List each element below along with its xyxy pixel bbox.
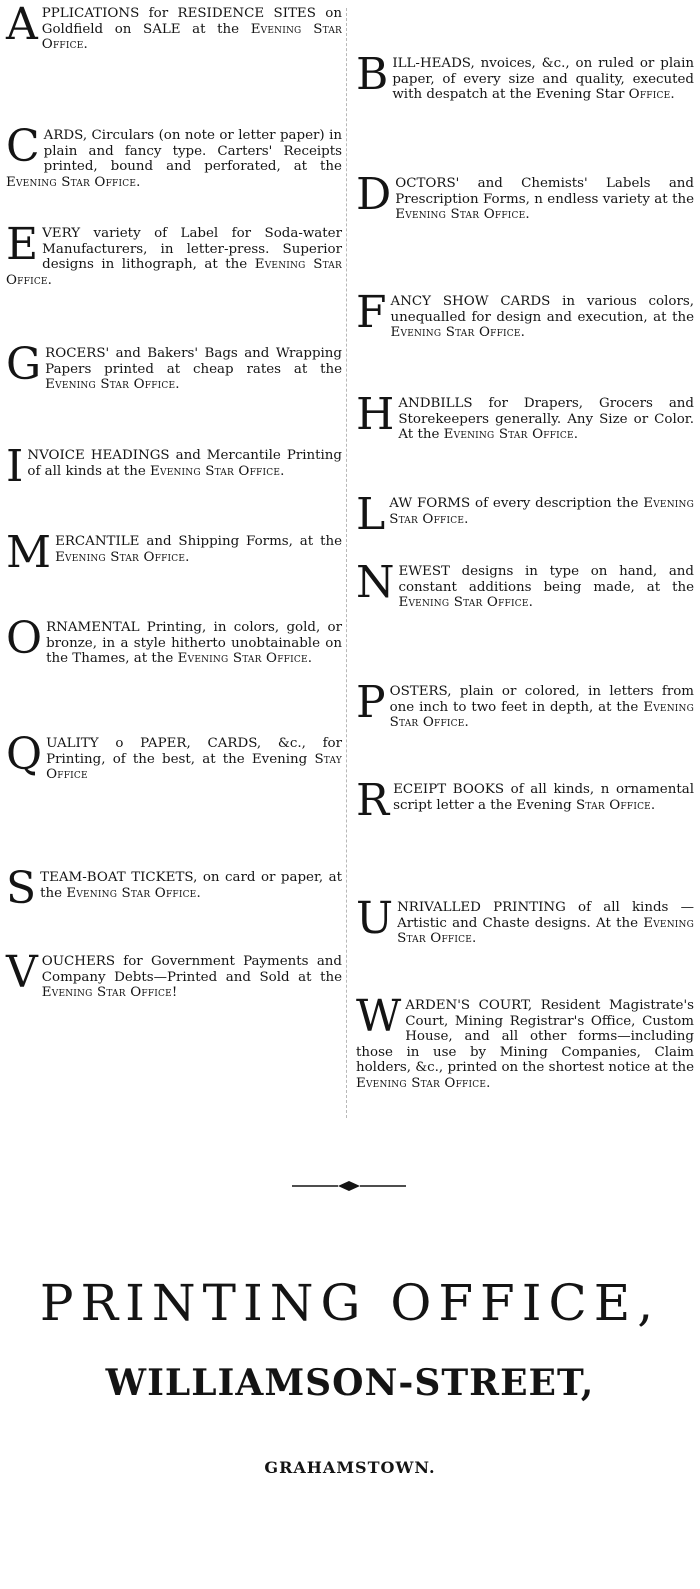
- ad-wardens-court: [356, 991, 694, 1092]
- ad-law-forms: [356, 489, 694, 540]
- grahamstown-heading: GRAHAMSTOWN.: [264, 1458, 436, 1477]
- drop-cap: M: [6, 527, 52, 578]
- ad-text: ERCANTILE and Shipping Forms, at the: [55, 534, 342, 549]
- ad-text: ROCERS' and Bakers' Bags and Wrapping Papers printed at cheap rates at the: [45, 346, 342, 377]
- ad-doctors: [356, 169, 694, 223]
- ad-handbills: [356, 389, 694, 443]
- ad-text: ECEIPT BOOKS of all kinds, n ornamental script letter a the Evening: [393, 782, 694, 813]
- ad-office: Evening Star Office.: [6, 174, 141, 190]
- drop-cap: B: [356, 49, 389, 100]
- ad-newest: [356, 557, 694, 611]
- ad-receipt-books: [356, 775, 694, 826]
- ad-vouchers: [6, 947, 342, 1001]
- drop-cap: U: [356, 893, 394, 944]
- ad-text: ARDEN'S COURT, Resident Magistrate's Court, Mining Registrar's Office, Custom House, and all other forms—including those in use by Mining Companies, Claim holders, &c., printed on the shortest notice at the: [356, 998, 694, 1076]
- ornamental-divider: [292, 1180, 406, 1192]
- drop-cap: N: [356, 557, 395, 608]
- ad-cards: [6, 121, 342, 190]
- drop-cap: A: [6, 0, 38, 50]
- williamson-street-heading: WILLIAMSON-STREET,: [105, 1362, 595, 1404]
- ad-text: VERY variety of Label for Soda-water Manufacturers, in letter-press. Superior designs in lithograph, at the: [42, 226, 342, 273]
- drop-cap: L: [356, 489, 386, 540]
- ad-text: RNAMENTAL Printing, in colors, gold, or bronze, in a style hitherto unobtainable on the Thames, at the: [46, 620, 342, 667]
- drop-cap: D: [356, 169, 392, 220]
- ad-office: Evening Star Office!: [41, 985, 178, 1001]
- drop-cap: V: [6, 947, 38, 998]
- ad-unrivalled: [356, 893, 694, 947]
- drop-cap: Q: [6, 729, 43, 780]
- ad-office: Office.: [628, 87, 675, 103]
- ad-text: EWEST designs in type on hand, and constant additions being made, at the: [398, 564, 694, 595]
- ad-text: UALITY o PAPER, CARDS, &c., for Printing, of the best, at the Evening: [46, 736, 342, 767]
- ad-office: Evening Star Office.: [443, 427, 579, 443]
- ad-office: Evening Star Office.: [390, 325, 526, 341]
- ad-text: OCTORS' and Chemists' Labels and Prescription Forms, n endless variety at the: [395, 176, 694, 207]
- ad-posters: [356, 677, 694, 731]
- ad-office: Evening Star Office.: [398, 595, 534, 611]
- ad-office: Evening Star Office.: [41, 21, 342, 53]
- ad-office: Star Office.: [576, 797, 656, 813]
- column-rule: [346, 8, 347, 1118]
- ad-office: Evening Star Office.: [177, 651, 313, 667]
- ad-ornamental: [6, 613, 342, 667]
- drop-cap: W: [356, 991, 402, 1042]
- drop-cap: P: [356, 677, 386, 728]
- ad-text: OUCHERS for Government Payments and Company Debts—Printed and Sold at the: [41, 954, 342, 985]
- drop-cap: S: [6, 863, 37, 914]
- ad-office: Stay Office: [46, 751, 342, 783]
- ad-text: NVOICE HEADINGS and Mercantile Printing of all kinds at the: [27, 448, 342, 479]
- ad-text: AW FORMS of every description the: [389, 496, 639, 511]
- ad-mercantile: [6, 527, 342, 578]
- ad-office: Evening Star Office.: [150, 463, 285, 479]
- ad-fancy-show-cards: [356, 287, 694, 341]
- ad-text: ANDBILLS for Drapers, Grocers and Storekeepers generally. Any Size or Color. At the: [398, 396, 694, 443]
- ad-text: TEAM-BOAT TICKETS, on card or paper, at the: [40, 870, 342, 901]
- ad-office: Evening Star Office.: [66, 885, 201, 901]
- ad-office: Evening Star Office.: [397, 915, 694, 947]
- ad-text: NRIVALLED PRINTING of all kinds —Artistic and Chaste designs. At the: [397, 900, 694, 931]
- drop-cap: I: [6, 441, 24, 492]
- ad-office: Evening Star Office.: [6, 257, 342, 288]
- drop-cap: H: [356, 389, 395, 440]
- drop-cap: E: [6, 219, 39, 270]
- drop-cap: O: [6, 613, 43, 664]
- ad-quality: [6, 729, 342, 783]
- ad-office: Evening Star Office.: [356, 1075, 491, 1091]
- drop-cap: F: [356, 287, 387, 338]
- ad-steamboat: [6, 863, 342, 914]
- ad-applications: [6, 0, 342, 53]
- ad-text: OSTERS, plain or colored, in letters from one inch to two feet in depth, at the: [389, 684, 694, 715]
- ad-bill-heads: [356, 49, 694, 103]
- ad-invoice: [6, 441, 342, 492]
- drop-cap: G: [6, 339, 42, 390]
- printing-office-heading: PRINTING OFFICE,: [39, 1274, 661, 1332]
- ad-office: Evening Star Office.: [389, 496, 694, 527]
- drop-cap: C: [6, 121, 40, 172]
- ad-text: ARDS, Circulars (on note or letter paper) in plain and fancy type. Carters' Receipts printed, bound and perforated, at the: [43, 128, 342, 175]
- ad-text: PPLICATIONS for RESIDENCE SITES on Goldfield on SALE at the: [41, 6, 342, 37]
- ad-every-variety: [6, 219, 342, 288]
- ad-office: Evening Star Office.: [389, 699, 694, 731]
- ad-office: Evening Star Office.: [395, 207, 530, 223]
- ad-office: Evening Star Office.: [55, 549, 190, 565]
- ad-text: ANCY SHOW CARDS in various colors, unequalled for design and execution, at the: [390, 294, 694, 325]
- ad-text: ILL-HEADS, nvoices, &c., on ruled or plain paper, of every size and quality, executed with despatch at the Evening Star: [392, 56, 694, 103]
- drop-cap: R: [356, 775, 390, 826]
- ad-office: Evening Star Office.: [45, 377, 180, 393]
- ad-grocers: [6, 339, 342, 393]
